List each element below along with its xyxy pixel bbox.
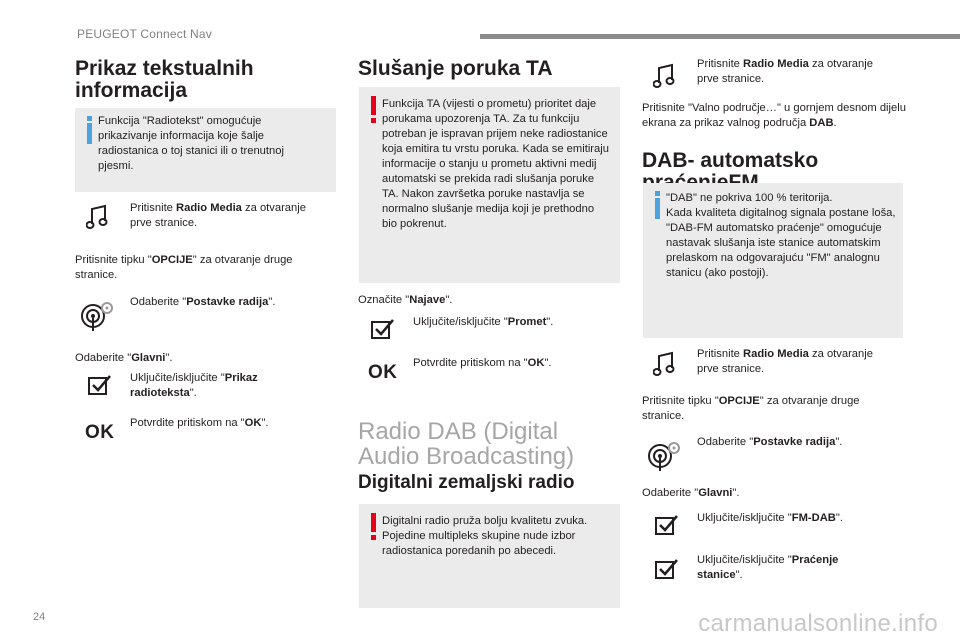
- info-box-dab-fm: [643, 183, 903, 338]
- step-options: Pritisnite tipku "OPCIJE" za otvaranje druge stranice.: [75, 254, 293, 281]
- sub-heading-digital-radio: Digitalni zemaljski radio: [358, 472, 575, 493]
- checkbox-icon: [371, 318, 395, 340]
- radio-settings-icon: [646, 440, 682, 472]
- watermark: carmanualsonline.info: [698, 610, 938, 637]
- step-radio-media: Pritisnite Radio Media za otvaranje prve stranice.: [697, 348, 873, 375]
- step-confirm-ok: Potvrdite pritiskom na "OK".: [413, 357, 552, 369]
- page-number: 24: [33, 611, 46, 623]
- section-heading-dab-fm: DAB- automatsko: [642, 149, 819, 172]
- step-confirm-ok: Potvrdite pritiskom na "OK".: [130, 417, 269, 429]
- ok-icon: OK: [368, 362, 398, 383]
- step-toggle-station-tracking: Uključite/isključite "Praćenje stanice".: [697, 554, 839, 581]
- warning-box-ta: [359, 87, 620, 283]
- info-box-text: "DAB" ne pokriva 100 % teritorija. Kada kvaliteta digitalnog signala postane loša, "DAB-FM automatsko praćenje" omogućuje nastavak slušanja iste stanice automatskim prelaskom na odgovarajuću "FM" analognu stanicu (ako postoji).: [666, 192, 896, 279]
- step-toggle-radiotext: Uključite/isključite "Prikaz radioteksta".: [130, 372, 258, 399]
- checkbox-icon: [88, 374, 112, 396]
- checkbox-icon: [655, 558, 679, 580]
- step-main: Odaberite "Glavni".: [75, 352, 173, 364]
- step-waveband: Pritisnite "Valno područje…" u gornjem desnom dijelu ekrana za prikaz valnog područja DAB.: [642, 102, 906, 129]
- step-main: Odaberite "Glavni".: [642, 487, 740, 499]
- info-box-radiotext: [75, 108, 336, 192]
- music-note-icon: [653, 351, 675, 377]
- section-heading-radiotext: Prikaz tekstualnih informacija: [75, 57, 254, 102]
- chapter-heading-dab: Radio DAB (Digital Audio Broadcasting): [358, 418, 575, 470]
- music-note-icon: [653, 63, 675, 89]
- step-radio-settings: Odaberite "Postavke radija".: [130, 296, 276, 308]
- header-bar: [480, 34, 960, 39]
- checkbox-icon: [655, 514, 679, 536]
- step-options: Pritisnite tipku "OPCIJE" za otvaranje druge stranice.: [642, 395, 860, 422]
- step-radio-settings: Odaberite "Postavke radija".: [697, 436, 843, 448]
- step-toggle-fm-dab: Uključite/isključite "FM-DAB".: [697, 512, 843, 524]
- step-announcements: Označite "Najave".: [358, 294, 453, 306]
- warning-box-text: Funkcija TA (vijesti o prometu) prioritet daje porukama upozorenja TA. Za tu funkciju potreban je ispravan prijem neke radiostanice koja emitira tu vrstu poruka. Kada se emitiraju informacije o stanju u prometu aktivni medij automatski se prekida radi slušanja poruke TA. Nakon završetka poruke nastavlja se normalno slušanje medija koji je prethodno bio pokrenut.: [382, 98, 609, 230]
- step-toggle-traffic: Uključite/isključite "Promet".: [413, 316, 554, 328]
- step-radio-media: Pritisnite Radio Media za otvaranje prve stranice.: [130, 202, 306, 229]
- warning-box-text: Digitalni radio pruža bolju kvalitetu zvuka. Pojedine multipleks skupine nude izbor radiostanica poredanih po abecedi.: [382, 515, 588, 557]
- section-heading-ta: Slušanje poruka TA: [358, 57, 553, 80]
- radio-settings-icon: [79, 300, 115, 332]
- warning-box-dab: [359, 504, 620, 608]
- step-radio-media: Pritisnite Radio Media za otvaranje prve stranice.: [697, 58, 873, 85]
- ok-icon: OK: [85, 422, 115, 443]
- info-box-text: Funkcija "Radiotekst" omogućuje prikazivanje informacija koje šalje radiostanica o toj stanici ili o trenutnoj pjesmi.: [98, 115, 284, 172]
- music-note-icon: [86, 204, 108, 230]
- running-header: PEUGEOT Connect Nav: [77, 27, 212, 41]
